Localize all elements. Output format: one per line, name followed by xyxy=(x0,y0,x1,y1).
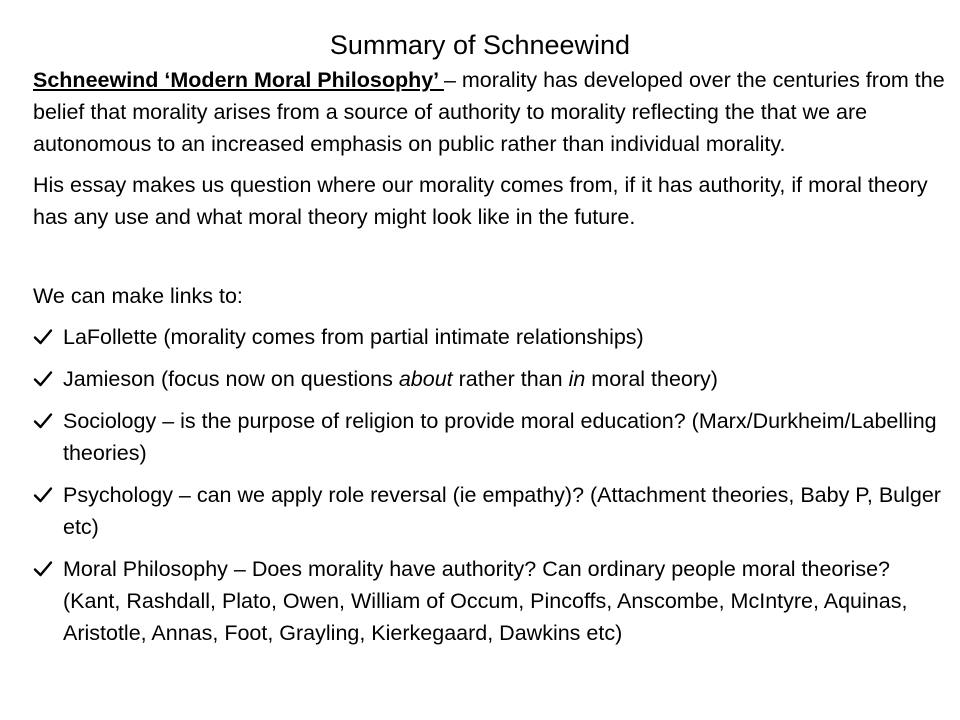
essay-paragraph: His essay makes us question where our morality comes from, if it has authority, if moral theory has any use and what moral theory might look like in the future. xyxy=(33,173,928,229)
checkmark-icon xyxy=(33,370,53,388)
list-item-psychology xyxy=(33,479,948,543)
spacer xyxy=(33,242,948,280)
intro-paragraph xyxy=(33,64,948,160)
list-item-text: Sociology – is the purpose of religion to provide moral education? (Marx/Durkheim/Labelling theories) xyxy=(63,409,937,465)
list-item-text-pre: Jamieson (focus now on questions xyxy=(63,367,399,391)
intro-lead: Schneewind ‘Modern Moral Philosophy’ xyxy=(33,68,444,92)
intro-text: – morality has developed over the centuries from the belief that morality arises from a source of authority to morality reflecting the that we are autonomous to an increased emphasis on public rather than individual morality. xyxy=(33,68,945,156)
list-item-text-mid: rather than xyxy=(452,367,569,391)
list-item-text: Psychology – can we apply role reversal (ie empathy)? (Attachment theories, Baby P, Bulger etc) xyxy=(63,483,941,539)
links-list xyxy=(33,321,948,649)
list-item-sociology xyxy=(33,405,948,469)
list-item-text: Moral Philosophy – Does morality have authority? Can ordinary people moral theorise? (Kant, Rashdall, Plato, Owen, William of Occum, Pincoffs, Anscombe, McIntyre, Aquinas, Aristotle, Annas, Foot, Grayling, Kierkegaard, Dawkins etc) xyxy=(63,557,908,645)
checkmark-icon xyxy=(33,328,53,346)
checkmark-icon xyxy=(33,486,53,504)
slide-title: Summary of Schneewind xyxy=(329,30,631,60)
list-item-jamieson xyxy=(33,363,948,395)
checkmark-icon xyxy=(33,412,53,430)
list-item-text: LaFollette (morality comes from partial intimate relationships) xyxy=(63,325,644,349)
list-item-moral-philosophy xyxy=(33,553,948,649)
checkmark-icon xyxy=(33,560,53,578)
list-item-emphasis-in: in xyxy=(568,367,586,391)
list-item-emphasis-about: about xyxy=(398,367,453,391)
links-label: We can make links to: xyxy=(33,284,243,308)
list-item-lafollette xyxy=(33,321,948,353)
slide-body xyxy=(33,64,948,659)
list-item-text-post: moral theory) xyxy=(585,367,718,391)
